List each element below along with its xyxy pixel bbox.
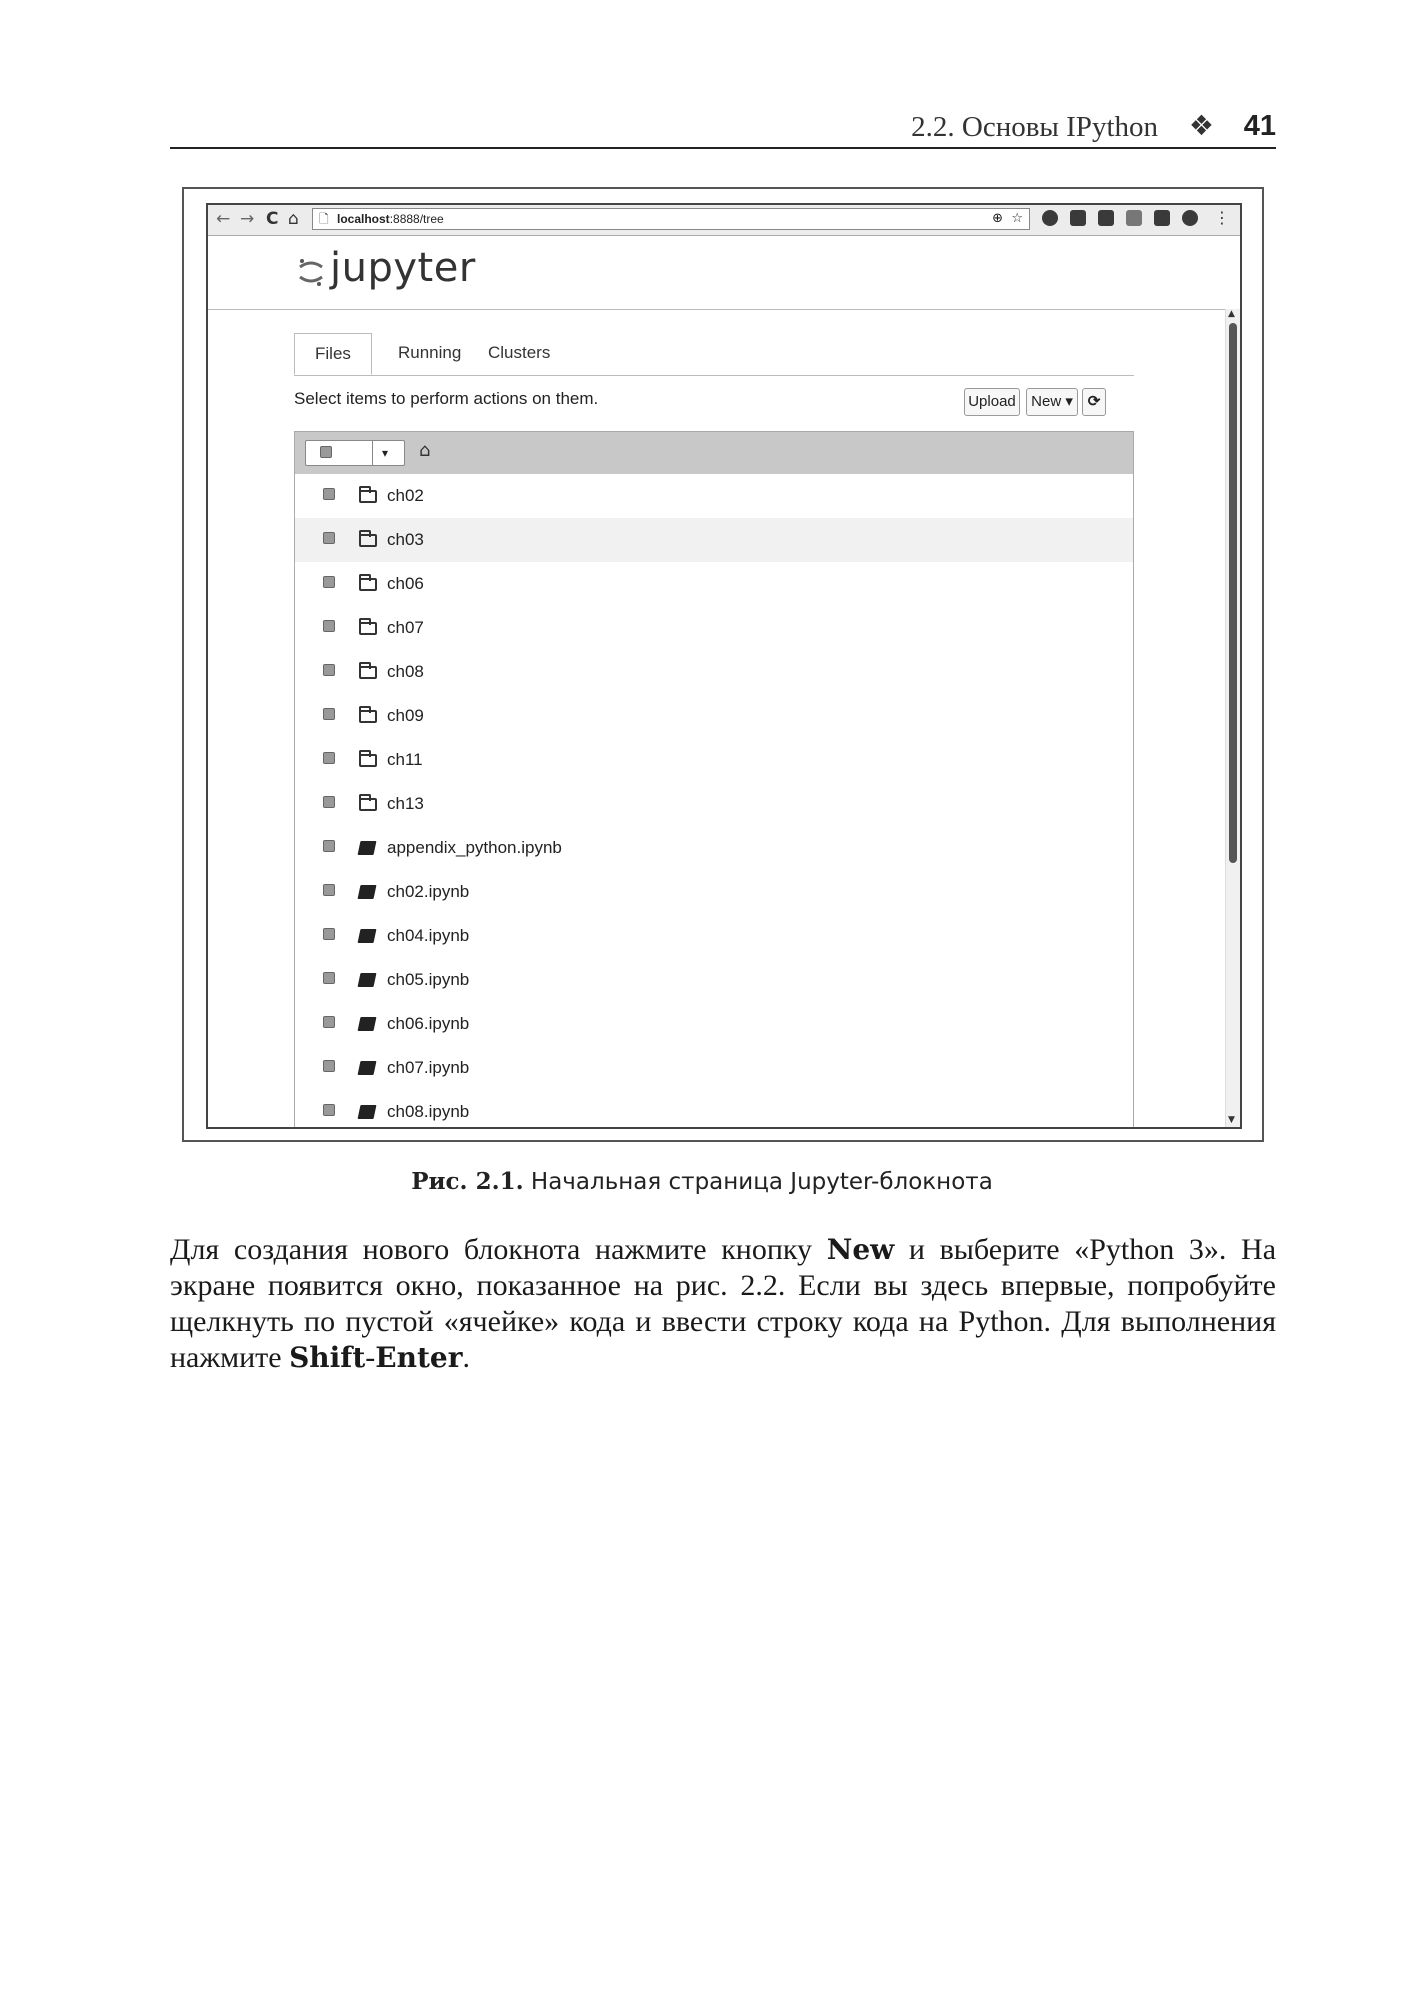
browser-menu-icon[interactable]: ⋮ [1214,208,1230,227]
list-item[interactable] [295,562,1133,607]
scroll-down-icon[interactable]: ▼ [1228,1115,1235,1125]
list-item[interactable] [295,1090,1133,1129]
upload-button[interactable]: Upload [964,388,1020,416]
item-name[interactable]: ch08 [387,662,424,681]
extension-icon-3[interactable] [1098,210,1114,226]
new-button[interactable]: New ▾ [1026,388,1078,416]
item-name[interactable]: ch06.ipynb [387,1014,470,1033]
figure-caption [0,1168,1404,1195]
row-checkbox[interactable] [323,1016,335,1028]
address-bar[interactable] [312,208,1030,230]
caption-label: Рис. 2.1. [411,1168,524,1195]
item-name[interactable]: ch05.ipynb [387,970,470,989]
notebook-icon [358,1061,377,1075]
row-checkbox[interactable] [323,1060,335,1072]
page-number: 41 [1243,110,1276,142]
select-all-checkbox[interactable] [320,446,332,458]
key-dash: - [365,1341,376,1374]
notebook-icon [358,1105,377,1119]
list-item[interactable] [295,1002,1133,1047]
extension-icon-5[interactable] [1182,210,1198,226]
body-text-1: Для создания нового блокнота нажмите кнопку [170,1233,827,1266]
notebook-icon [358,973,377,987]
row-checkbox[interactable] [323,708,335,720]
zoom-icon[interactable]: ⊕ [992,211,1003,226]
list-item[interactable] [295,826,1133,871]
notebook-icon [358,841,377,855]
row-checkbox[interactable] [323,532,335,544]
extension-icon-1[interactable] [1042,210,1058,226]
url-host: localhost [337,212,390,226]
diamond-separator-icon: ❖ [1188,109,1214,142]
folder-icon [359,490,377,503]
item-name[interactable]: ch13 [387,794,424,813]
item-name[interactable]: ch03 [387,530,424,549]
dropdown-divider [372,441,373,465]
list-item[interactable] [295,694,1133,739]
row-checkbox[interactable] [323,664,335,676]
jupyter-logo-text: jupyter [330,245,476,291]
cast-icon[interactable] [1154,210,1170,226]
extension-icon-4[interactable] [1126,210,1142,226]
refresh-icon[interactable]: ⟳ [1082,388,1106,416]
row-checkbox[interactable] [323,576,335,588]
bookmark-star-icon[interactable]: ☆ [1011,211,1023,226]
tab-bar [294,333,1134,376]
folder-icon [359,578,377,591]
list-item[interactable] [295,650,1133,695]
item-name[interactable]: ch07.ipynb [387,1058,470,1077]
list-item[interactable] [295,606,1133,651]
item-name[interactable]: ch06 [387,574,424,593]
folder-icon [359,666,377,679]
item-name[interactable]: appendix_python.ipynb [387,838,562,857]
item-name[interactable]: ch08.ipynb [387,1102,470,1121]
row-checkbox[interactable] [323,840,335,852]
item-name[interactable]: ch07 [387,618,424,637]
browser-window [206,203,1242,1129]
forward-arrow-icon[interactable]: → [240,209,255,229]
list-item[interactable] [295,782,1133,827]
scrollbar-thumb[interactable] [1229,323,1237,863]
list-item[interactable] [295,958,1133,1003]
row-checkbox[interactable] [323,752,335,764]
folder-icon [359,710,377,723]
home-icon[interactable]: ⌂ [288,209,299,229]
item-name[interactable]: ch09 [387,706,424,725]
home-folder-icon[interactable]: ⌂ [419,440,431,461]
row-checkbox[interactable] [323,620,335,632]
extension-icon-2[interactable] [1070,210,1086,226]
item-name[interactable]: ch04.ipynb [387,926,470,945]
tab-files[interactable]: Files [294,333,372,375]
back-arrow-icon[interactable]: ← [216,209,231,229]
url-text [337,209,444,229]
browser-toolbar [208,205,1240,236]
item-name[interactable]: ch02 [387,486,424,505]
item-name[interactable]: ch02.ipynb [387,882,470,901]
folder-icon [359,798,377,811]
reload-icon[interactable]: C [266,209,279,229]
folder-icon [359,622,377,635]
jupyter-logo-icon [298,257,324,287]
tab-running[interactable]: Running [398,343,462,362]
list-item[interactable] [295,474,1133,519]
notebook-icon [358,929,377,943]
folder-icon [359,754,377,767]
body-end: . [462,1341,470,1374]
notebook-icon [358,1017,377,1031]
item-name[interactable]: ch11 [387,750,423,769]
new-keyword: New [826,1233,895,1266]
caption-text: Начальная страница Jupyter-блокнота [530,1169,993,1195]
tab-clusters[interactable]: Clusters [488,343,551,362]
list-item[interactable] [295,870,1133,915]
list-item[interactable] [295,738,1133,783]
row-checkbox[interactable] [323,884,335,896]
section-title: 2.2. Основы IPython [911,111,1158,143]
header-divider [208,309,1240,310]
chevron-down-icon[interactable]: ▾ [382,446,389,460]
list-item[interactable] [295,914,1133,959]
running-header [170,105,1276,149]
notebook-icon [358,885,377,899]
body-text-2: и выберите «Python 3». На экране появится окно, показанное на рис. 2.2. Если вы здесь впервые, попробуйте щелкнуть по пустой «ячейке» кода и ввести строку кода на Python. Для выполнения нажмите [170,1233,1277,1374]
page-icon: 🗋 [319,212,329,226]
select-all-dropdown[interactable] [305,440,405,466]
row-checkbox[interactable] [323,928,335,940]
list-item[interactable] [295,518,1133,563]
shift-keyword: Shift [289,1341,366,1374]
row-checkbox[interactable] [323,796,335,808]
row-checkbox[interactable] [323,1104,335,1116]
list-item[interactable] [295,1046,1133,1091]
folder-icon [359,534,377,547]
list-header [295,432,1133,475]
figure-frame [182,187,1264,1142]
scroll-up-icon[interactable]: ▲ [1228,309,1235,319]
row-checkbox[interactable] [323,972,335,984]
url-path: :8888/tree [389,212,444,226]
body-paragraph [170,1232,1276,1376]
row-checkbox[interactable] [323,488,335,500]
enter-keyword: Enter [375,1341,463,1374]
vertical-scrollbar[interactable] [1225,309,1240,1127]
file-list [294,431,1134,1129]
selection-hint: Select items to perform actions on them. [294,389,599,408]
